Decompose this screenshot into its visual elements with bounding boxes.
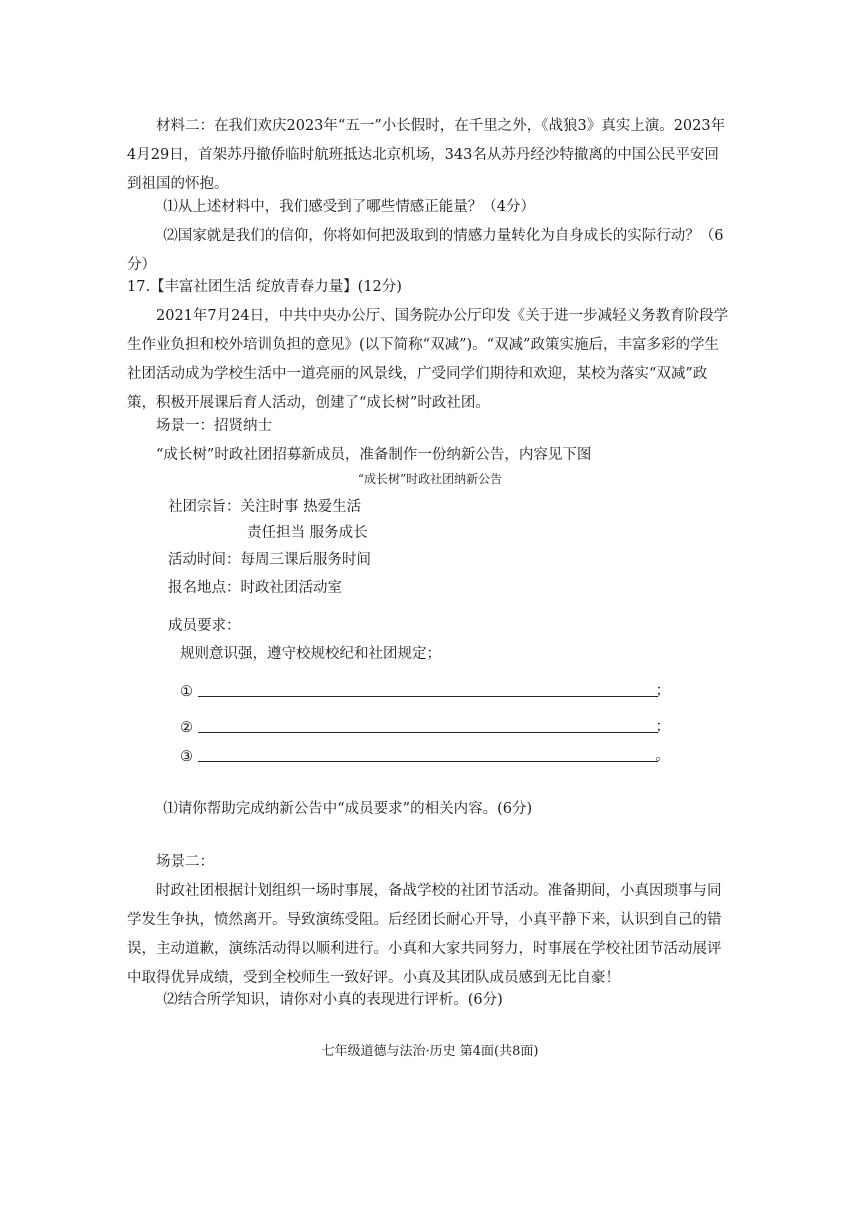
blank-punctuation: 。	[655, 748, 670, 764]
answer-line[interactable]	[198, 696, 658, 697]
question-16-part-1: ⑴从上述材料中，我们感受到了哪些情感正能量？（4分）	[163, 199, 535, 215]
question-16-part-2: ⑵国家就是我们的信仰，你将如何把汲取到的情感力量转化为自身成长的实际行动？（6分）	[127, 228, 724, 273]
question-17-part-2: ⑵结合所学知识，请你对小真的表现进行评析。(6分)	[163, 992, 503, 1008]
answer-line[interactable]	[198, 732, 658, 733]
material-two-paragraph: 材料二：在我们欢庆2023年“五一”小长假时，在千里之外，《战狼3》真实上演。2023年4月29日，首架苏丹撤侨临时航班抵达北京机场，343名从苏丹经沙特撤离的中国公民平安回到祖国的怀抱。	[127, 118, 726, 192]
notice-title: “成长树”时政社团纳新公告	[357, 472, 503, 486]
notice-purpose-line-1: 社团宗旨：关注时事 热爱生活	[168, 499, 362, 515]
question-17-background: 2021年7月24日，中共中央办公厅、国务院办公厅印发《关于进一步减轻义务教育阶段学生作业负担和校外培训负担的意见》(以下简称“双减”)。“双减”政策实施后，丰富多彩的学生社团活动成为学校生活中一道亮丽的风景线，广受同学们期待和欢迎，某校为落实“双减”政策，积极开展课后育人活动，创建了“成长树”时政社团。	[127, 308, 729, 411]
notice-requirement-first: 规则意识强，遵守校规校纪和社团规定；	[180, 646, 441, 662]
scene-one-title: 场景一：招贤纳士	[156, 418, 272, 434]
requirement-blank-3[interactable]	[180, 743, 670, 765]
blank-punctuation: ；	[655, 719, 670, 735]
blank-number: ①	[180, 684, 193, 700]
notice-signup-location: 报名地点：时政社团活动室	[168, 580, 342, 596]
notice-activity-time: 活动时间：每周三课后服务时间	[168, 552, 371, 568]
page-footer: 七年级道德与法治·历史 第4面(共8面)	[321, 1044, 539, 1059]
requirement-blank-2[interactable]	[180, 714, 670, 736]
notice-requirements-title: 成员要求：	[168, 618, 241, 634]
answer-line[interactable]	[198, 761, 658, 762]
scene-one-text: “成长树”时政社团招募新成员，准备制作一份纳新公告，内容见下图	[156, 447, 592, 463]
question-17-part-1: ⑴请你帮助完成纳新公告中“成员要求”的相关内容。(6分)	[163, 801, 533, 817]
scene-two-text: 时政社团根据计划组织一场时事展，备战学校的社团节活动。准备期间，小真因琐事与同学发生争执，愤然离开。导致演练受阻。后经团长耐心开导，小真平静下来，认识到自己的错误，主动道歉，演练活动得以顺利进行。小真和大家共同努力，时事展在学校社团节活动展评中取得优异成绩，受到全校师生一致好评。小真及其团队成员感到无比自豪！	[127, 883, 722, 986]
blank-number: ③	[180, 749, 193, 765]
notice-purpose-line-2: 责任担当 服务成长	[247, 525, 368, 541]
scene-two-title: 场景二：	[156, 854, 214, 870]
question-17-heading: 17.【丰富社团生活 绽放青春力量】(12分)	[127, 279, 402, 295]
requirement-blank-1[interactable]	[180, 678, 670, 700]
blank-number: ②	[180, 720, 193, 736]
blank-punctuation: ；	[655, 683, 670, 699]
